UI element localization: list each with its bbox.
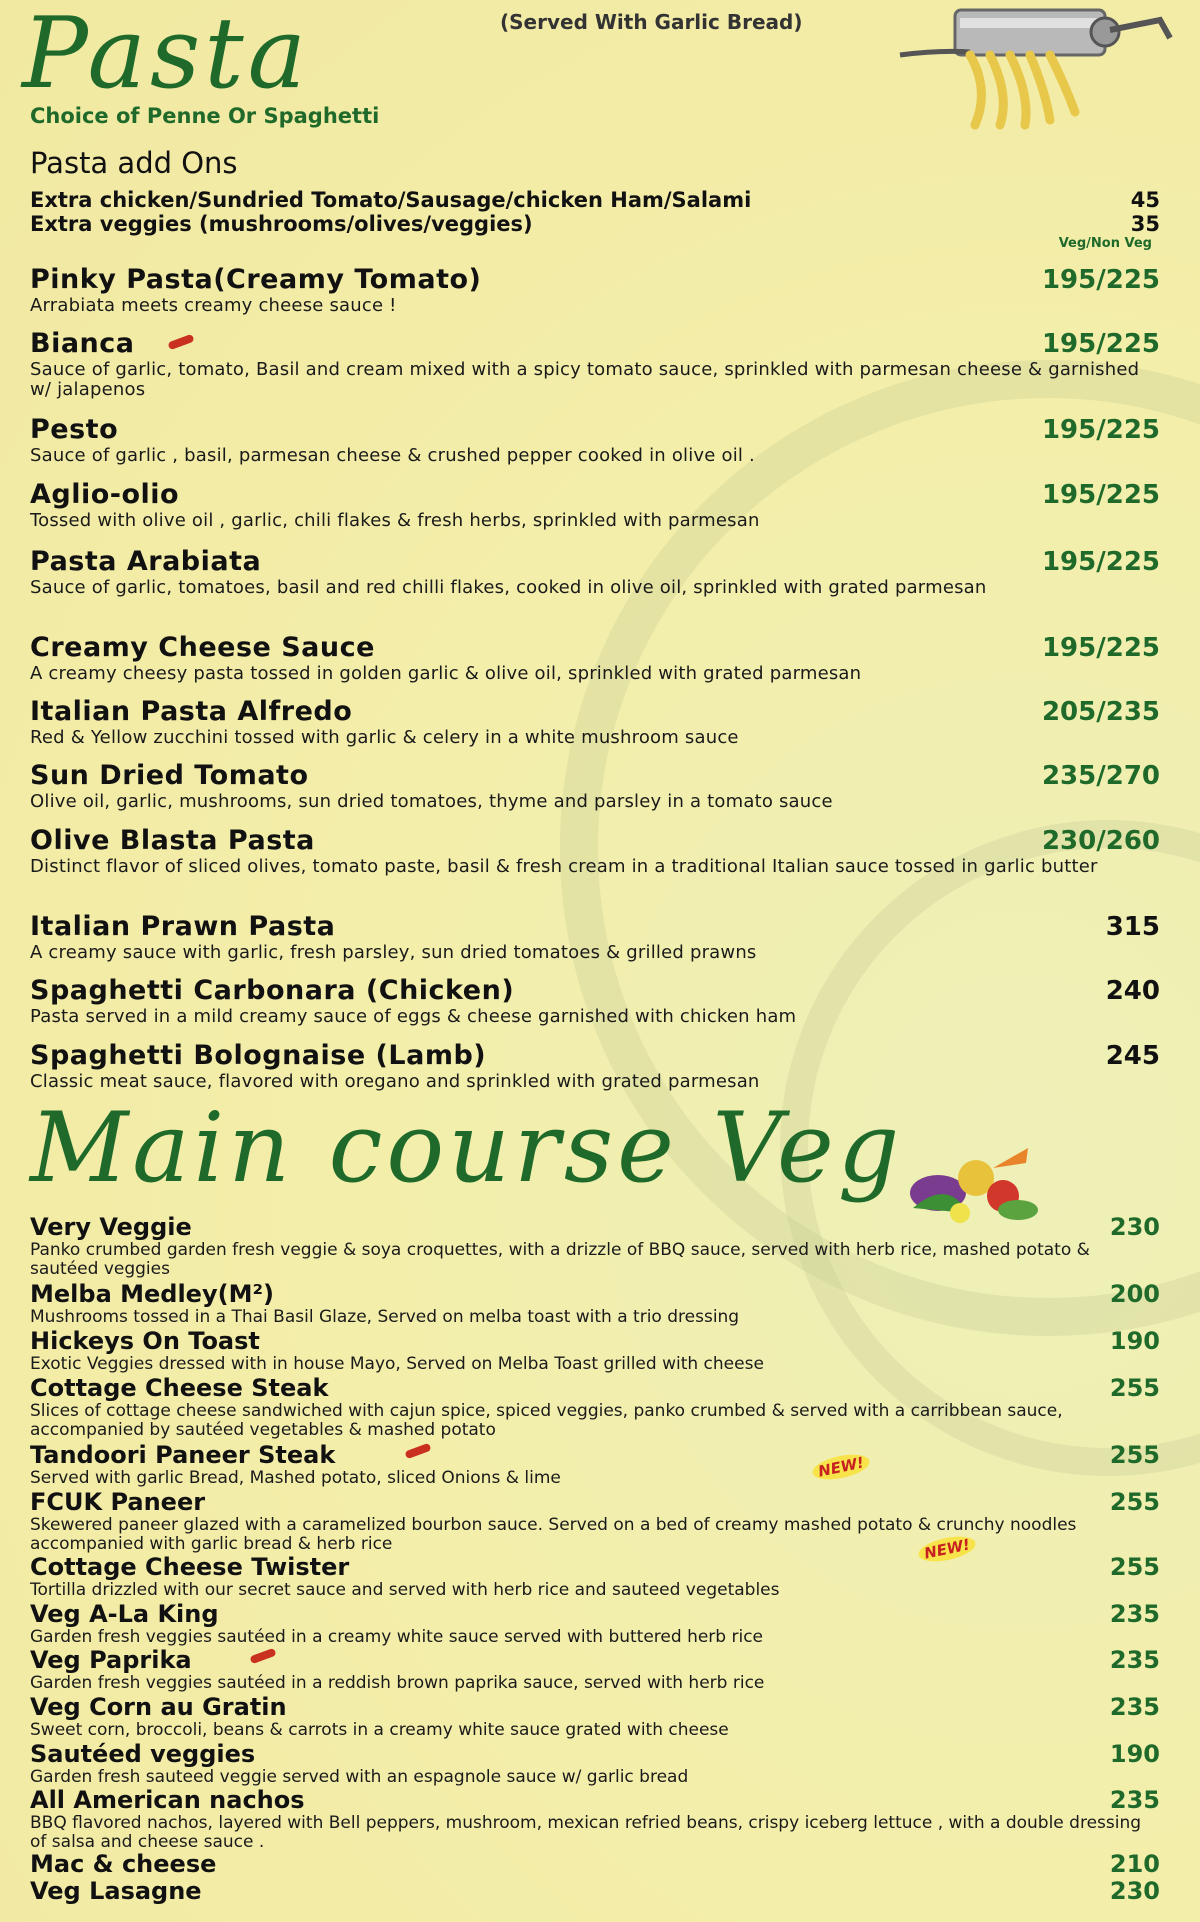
item-name: All American nachos	[30, 1786, 305, 1814]
main-veg-title: Main course Veg	[30, 1092, 904, 1204]
veg-item	[30, 1213, 1160, 1279]
item-price: 230	[1109, 1213, 1160, 1241]
item-description: Garden fresh veggies sautéed in a creamy white sauce served with buttered herb rice	[30, 1627, 764, 1647]
item-name: Olive Blasta Pasta	[30, 825, 315, 856]
item-description: Red & Yellow zucchini tossed with garlic & celery in a white mushroom sauce	[30, 727, 739, 748]
item-name: Veg Lasagne	[30, 1877, 202, 1905]
veg-item	[30, 1646, 1160, 1693]
veg-item	[30, 1600, 1160, 1647]
item-description: Classic meat sauce, flavored with oregano and sprinkled with grated parmesan	[30, 1071, 760, 1092]
item-name: Veg Paprika	[30, 1646, 192, 1674]
item-name: Pasta Arabiata	[30, 546, 262, 577]
pasta-item	[30, 479, 1160, 531]
item-name: Cottage Cheese Steak	[30, 1374, 329, 1402]
item-price: 190	[1109, 1327, 1160, 1355]
item-name: Bianca	[30, 328, 135, 359]
pasta-item	[30, 264, 1160, 316]
item-name: Spaghetti Carbonara (Chicken)	[30, 975, 515, 1006]
item-name: Melba Medley(M²)	[30, 1280, 274, 1308]
item-price: 235	[1109, 1600, 1160, 1628]
pasta-item	[30, 546, 1160, 598]
item-name: Sautéed veggies	[30, 1740, 256, 1768]
item-price: 240	[1105, 976, 1160, 1006]
item-description: Slices of cottage cheese sandwiched with cajun spice, spiced veggies, panko crumbed & served with a carribbean sauce, accompanied by sautéed vegetables & mashed potato	[30, 1401, 1063, 1440]
item-name: Sun Dried Tomato	[30, 760, 309, 791]
veg-item	[30, 1877, 1160, 1905]
pasta-item	[30, 911, 1160, 963]
item-price: 255	[1109, 1441, 1160, 1469]
item-price: 235/270	[1041, 761, 1160, 791]
new-badge-icon: NEW!	[916, 1532, 977, 1566]
item-price: 195/225	[1041, 265, 1160, 295]
addon-price: 35	[1130, 212, 1160, 236]
item-price: 255	[1109, 1488, 1160, 1516]
item-description: A creamy sauce with garlic, fresh parsley, sun dried tomatoes & grilled prawns	[30, 942, 757, 963]
item-price: 195/225	[1041, 329, 1160, 359]
veg-item	[30, 1693, 1160, 1740]
item-price: 255	[1109, 1553, 1160, 1581]
item-price: 195/225	[1041, 480, 1160, 510]
item-price: 190	[1109, 1740, 1160, 1768]
item-description: Sweet corn, broccoli, beans & carrots in a creamy white sauce grated with cheese	[30, 1720, 729, 1740]
item-price: 235	[1109, 1786, 1160, 1814]
item-description: Served with garlic Bread, Mashed potato, sliced Onions & lime	[30, 1468, 561, 1488]
veg-item	[30, 1740, 1160, 1787]
pasta-item	[30, 328, 1160, 400]
veg-item	[30, 1374, 1160, 1440]
addon-label: Extra chicken/Sundried Tomato/Sausage/chicken Ham/Salami	[30, 188, 752, 212]
item-description: Tossed with olive oil , garlic, chili flakes & fresh herbs, sprinkled with parmesan	[30, 510, 760, 531]
item-name: Cottage Cheese Twister	[30, 1553, 350, 1581]
addon-label: Extra veggies (mushrooms/olives/veggies)	[30, 212, 533, 236]
item-description: Panko crumbed garden fresh veggie & soya croquettes, with a drizzle of BBQ sauce, served with herb rice, mashed potato & sautéed veggies	[30, 1240, 1090, 1279]
item-description: Tortilla drizzled with our secret sauce and served with herb rice and sauteed vegetables	[30, 1580, 780, 1600]
addon-row	[30, 212, 1160, 236]
item-price: 235	[1109, 1646, 1160, 1674]
veg-item	[30, 1553, 1160, 1600]
item-name: Hickeys On Toast	[30, 1327, 260, 1355]
item-description: A creamy cheesy pasta tossed in golden garlic & olive oil, sprinkled with grated parmesan	[30, 663, 862, 684]
pasta-item	[30, 975, 1160, 1027]
item-name: Spaghetti Bolognaise (Lamb)	[30, 1040, 487, 1071]
item-price: 255	[1109, 1374, 1160, 1402]
item-name: Creamy Cheese Sauce	[30, 632, 375, 663]
item-description: Olive oil, garlic, mushrooms, sun dried tomatoes, thyme and parsley in a tomato sauce	[30, 791, 833, 812]
veg-item	[30, 1280, 1160, 1327]
item-name: Aglio-olio	[30, 479, 180, 510]
pasta-item	[30, 760, 1160, 812]
item-description: Exotic Veggies dressed with in house Mayo, Served on Melba Toast grilled with cheese	[30, 1354, 764, 1374]
item-name: Italian Pasta Alfredo	[30, 696, 353, 727]
served-note: (Served With Garlic Bread)	[500, 10, 803, 34]
item-description: Garden fresh veggies sautéed in a reddish brown paprika sauce, served with herb rice	[30, 1673, 765, 1693]
new-badge-icon: NEW!	[810, 1450, 871, 1484]
item-name: Pesto	[30, 414, 119, 445]
pasta-addons-heading: Pasta add Ons	[30, 146, 238, 180]
item-price: 315	[1105, 912, 1160, 942]
item-description: BBQ flavored nachos, layered with Bell peppers, mushroom, mexican refried beans, crispy iceberg lettuce , with a double dressing of salsa and cheese sauce .	[30, 1813, 1142, 1852]
veg-item	[30, 1441, 1160, 1488]
item-price: 205/235	[1041, 697, 1160, 727]
item-description: Sauce of garlic, tomato, Basil and cream mixed with a spicy tomato sauce, sprinkled with parmesan cheese & garnished w/ jalapenos	[30, 359, 1140, 400]
veg-item	[30, 1488, 1160, 1554]
item-description: Pasta served in a mild creamy sauce of eggs & cheese garnished with chicken ham	[30, 1006, 797, 1027]
pasta-item	[30, 696, 1160, 748]
item-name: FCUK Paneer	[30, 1488, 206, 1516]
item-description: Skewered paneer glazed with a caramelized bourbon sauce. Served on a bed of creamy mashed potato & crunchy noodles accompanied with garlic bread & herb rice	[30, 1515, 1077, 1554]
item-description: Sauce of garlic, tomatoes, basil and red chilli flakes, cooked in olive oil, sprinkled with grated parmesan	[30, 577, 987, 598]
item-name: Veg A-La King	[30, 1600, 219, 1628]
pasta-item	[30, 414, 1160, 466]
item-description: Garden fresh sauteed veggie served with an espagnole sauce w/ garlic bread	[30, 1767, 689, 1787]
item-description: Arrabiata meets creamy cheese sauce !	[30, 295, 397, 316]
item-price: 230/260	[1041, 826, 1160, 856]
veg-item	[30, 1786, 1160, 1852]
pasta-choice-note: Choice of Penne Or Spaghetti	[30, 104, 380, 128]
pasta-item	[30, 1040, 1160, 1092]
item-price: 195/225	[1041, 633, 1160, 663]
item-price: 210	[1109, 1850, 1160, 1878]
item-price: 195/225	[1041, 547, 1160, 577]
item-description: Distinct flavor of sliced olives, tomato paste, basil & fresh cream in a traditional Italian sauce tossed in garlic butter	[30, 856, 1098, 877]
pasta-machine-icon	[860, 0, 1190, 130]
item-price: 195/225	[1041, 415, 1160, 445]
pasta-item	[30, 825, 1160, 877]
item-name: Mac & cheese	[30, 1850, 217, 1878]
veg-nonveg-label: Veg/Non Veg	[1058, 236, 1152, 251]
item-name: Italian Prawn Pasta	[30, 911, 336, 942]
item-name: Very Veggie	[30, 1213, 192, 1241]
pasta-title: Pasta	[22, 0, 311, 111]
item-price: 200	[1109, 1280, 1160, 1308]
addon-price: 45	[1130, 188, 1160, 212]
item-name: Veg Corn au Gratin	[30, 1693, 287, 1721]
veg-item	[30, 1327, 1160, 1374]
item-price: 245	[1105, 1041, 1160, 1071]
item-description: Sauce of garlic , basil, parmesan cheese & crushed pepper cooked in olive oil .	[30, 445, 755, 466]
veg-item	[30, 1850, 1160, 1878]
item-description: Mushrooms tossed in a Thai Basil Glaze, Served on melba toast with a trio dressing	[30, 1307, 740, 1327]
item-name: Tandoori Paneer Steak	[30, 1441, 336, 1469]
item-name: Pinky Pasta(Creamy Tomato)	[30, 264, 482, 295]
pasta-item	[30, 632, 1160, 684]
item-price: 230	[1109, 1877, 1160, 1905]
addon-row	[30, 188, 1160, 212]
item-price: 235	[1109, 1693, 1160, 1721]
